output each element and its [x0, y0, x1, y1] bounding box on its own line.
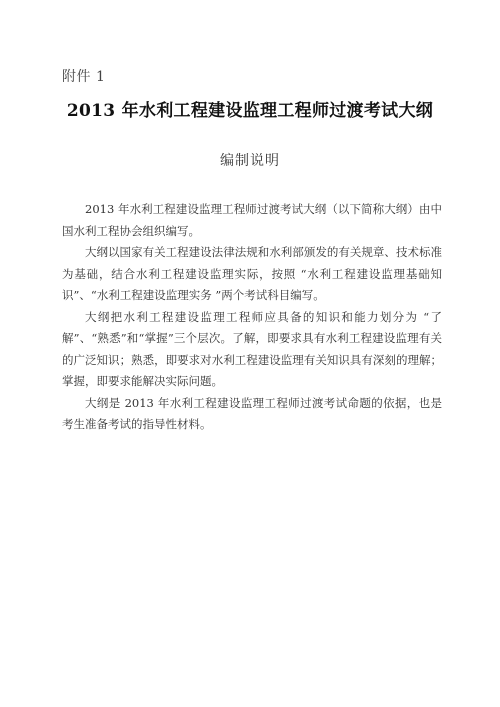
document-title: 2013 年水利工程建设监理工程师过渡考试大纲 [66, 101, 434, 121]
document-body [62, 199, 442, 436]
paragraph-levels: 大纲把水利工程建设监理工程师应具备的知识和能力划分为 “了解”、“熟悉”和“掌握”三个层次。了解，即要求具有水利工程建设监理有关的广泛知识；熟悉，即要求对水利工程建设监理有关知识具有深刻的理解；掌握，即要求能解决实际问题。 [62, 309, 442, 388]
paragraph-intro: 2013 年水利工程建设监理工程师过渡考试大纲（以下简称大纲）由中国水利工程协会组织编写。 [62, 202, 442, 238]
paragraph-purpose: 大纲是 2013 年水利工程建设监理工程师过渡考试命题的依据，也是考生准备考试的指导性材料。 [62, 395, 442, 431]
section-title: 编制说明 [220, 153, 280, 169]
paragraph-basis: 大纲以国家有关工程建设法律法规和水利部颁发的有关规章、技术标准为基础，结合水利工程建设监理实际，按照 “水利工程建设监理基础知识”、“水利工程建设监理实务 ”两个考试科目编写。 [62, 245, 442, 302]
attachment-label: 附件 1 [62, 69, 106, 85]
